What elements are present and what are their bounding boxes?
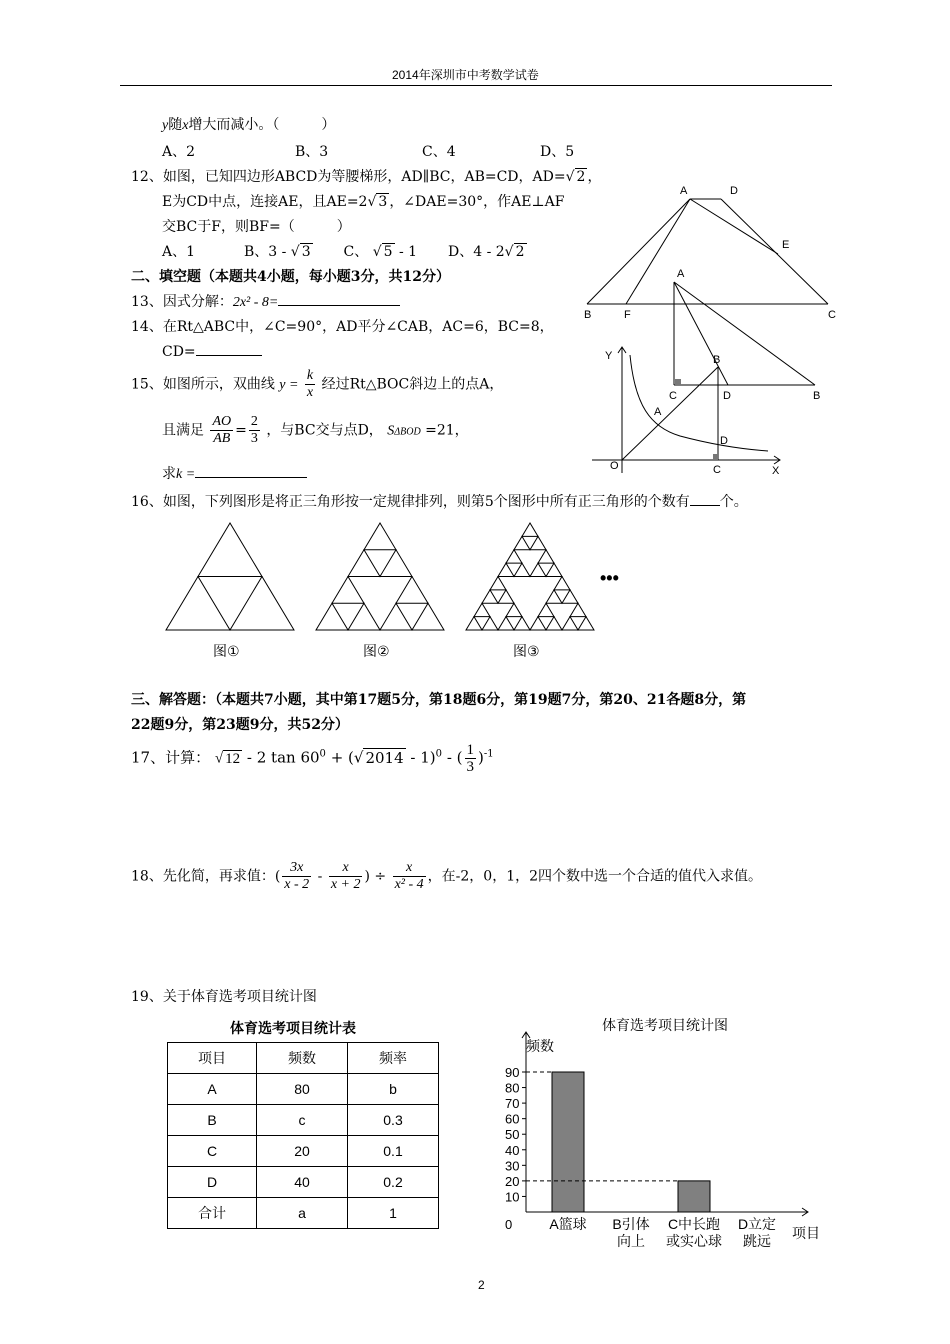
- q15-k-over-x: $\frac{k}{x}$: [306, 368, 314, 400]
- y-tick-label: 40: [505, 1142, 520, 1158]
- q19-stat-table: [167, 1042, 439, 1229]
- fig12-label-f: F: [624, 309, 631, 320]
- q17: 17、计算： √ 12 - 2 $\tan 60^0$ + (√ 2014 - 1)$^0$ - ( $\frac{1}{3}$ )$^{-1}$: [131, 742, 494, 775]
- x-category-label: B引体: [612, 1216, 650, 1232]
- fig12-label-a: A: [680, 185, 688, 197]
- q19-bar-chart: [490, 1010, 835, 1260]
- var-y: y: [162, 118, 169, 133]
- q16-caption-1: 图①: [213, 643, 240, 659]
- fig15-label-a: A: [654, 406, 662, 418]
- q15-ao-over-ab: $\frac{AO}{AB}$: [212, 414, 232, 446]
- q19-label: 19、关于体育选考项目统计图: [131, 989, 317, 1005]
- table-row: B c 0.3: [168, 1105, 439, 1136]
- q15-two-thirds: $\frac{2}{3}$: [250, 414, 258, 446]
- q12-line2: E为CD中点，连接AE，且AE=2√ 3 ，∠DAE=30°，作AE⊥AF: [162, 194, 565, 210]
- x-category-label: 或实心球: [666, 1233, 722, 1249]
- y-tick-label: 50: [505, 1127, 520, 1143]
- y-tick-label: 70: [505, 1096, 520, 1112]
- y-tick-label: 80: [505, 1080, 520, 1096]
- table-header-cell: 项目: [168, 1043, 257, 1074]
- y-tick-label: 30: [505, 1158, 520, 1174]
- q12-option-b: B、3 - √ 3: [243, 244, 311, 260]
- section3-heading-line2: 22题9分，第23题9分，共52分）: [131, 717, 349, 733]
- y-tick-label: 10: [505, 1189, 520, 1205]
- fig15-label-o: O: [610, 460, 619, 472]
- q16-caption-3: 图③: [513, 643, 540, 659]
- fig14-label-d: D: [723, 390, 731, 402]
- q15-line1: 15、如图所示，双曲线 y = $\frac{k}{x}$ 经过Rt△BOC斜边上的点A，: [131, 368, 504, 400]
- bar: [678, 1181, 710, 1212]
- q11-option-d: D、5: [540, 144, 575, 160]
- table-header-cell: 频率: [348, 1043, 439, 1074]
- x-category-label: 向上: [617, 1233, 645, 1249]
- table-row: 合计 a 1: [168, 1198, 439, 1229]
- page-number: 2: [478, 1278, 485, 1292]
- x-category-label: C中长跑: [667, 1216, 721, 1232]
- q16-caption-2: 图②: [363, 643, 390, 659]
- x-category-label: 跳远: [743, 1233, 771, 1249]
- y-tick-label: 90: [505, 1065, 520, 1080]
- chart-origin-label: 0: [505, 1217, 513, 1232]
- x-category-label: A篮球: [549, 1216, 587, 1232]
- chart-y-label: 频数: [526, 1038, 554, 1054]
- q12-option-d: D、4 - 2√ 2: [448, 244, 525, 260]
- q14-answer-blank[interactable]: [196, 341, 262, 356]
- q13-answer-blank[interactable]: [278, 291, 400, 306]
- var-x: x: [182, 118, 189, 133]
- fig15-label-d: D: [720, 435, 728, 447]
- y-tick-label: 60: [505, 1111, 520, 1127]
- table-header-row: [168, 1043, 439, 1074]
- q15-answer-blank[interactable]: [195, 463, 307, 478]
- q11-tail: y随x增大而减小。（ ）: [162, 117, 336, 133]
- q14-line1: 14、在Rt△ABC中，∠C=90°，AD平分∠CAB，AC=6，BC=8，: [131, 319, 554, 335]
- fig12-label-b: B: [584, 309, 592, 320]
- q16-text: 16、如图，下列图形是将正三角形按一定规律排列，则第5个图形中所有正三角形的个数有 个。: [131, 491, 748, 511]
- q16-answer-blank[interactable]: [690, 491, 720, 506]
- x-category-label: D立定: [737, 1216, 777, 1232]
- fig15-label-y: Y: [605, 350, 613, 362]
- section2-heading: 二、填空题（本题共4小题，每小题3分，共12分）: [131, 269, 450, 285]
- q15-line3: 求k =: [162, 463, 307, 483]
- q12-options: [162, 241, 527, 261]
- fig12-label-d: D: [730, 185, 738, 197]
- q12-line1: 12、如图，已知四边形ABCD为等腰梯形，AD∥BC，AB=CD，AD=√ 2 ，: [131, 169, 602, 185]
- page-header-title: 2014年深圳市中考数学试卷: [392, 68, 539, 82]
- q15-line2: 且满足 $\frac{AO}{AB}$ = $\frac{2}{3}$ ，与BC交与点D， SΔBOD =21，: [162, 414, 469, 446]
- table-row: D 40 0.2: [168, 1167, 439, 1198]
- q16-triangle-figures: [160, 518, 640, 668]
- q12-option-a: A、1: [162, 244, 196, 260]
- table-row: A 80 b: [168, 1074, 439, 1105]
- q19-table-title: 体育选考项目统计表: [230, 1020, 356, 1036]
- fig14-label-c: C: [669, 390, 677, 402]
- q16-ellipsis: •••: [600, 568, 619, 588]
- chart-title: 体育选考项目统计图: [602, 1018, 728, 1034]
- q11-option-a: A、2: [162, 144, 196, 160]
- q15-hyperbola-figure: [580, 345, 790, 480]
- fig14-label-b: B: [813, 390, 821, 402]
- q18: 18、先化简，再求值：( $\frac{3x}{x - 2}$ - $\frac{x}{x + 2}$ ) ÷ $\frac{x}{\text{x² - 4}}$ ，在-2，0，1，2四个数中选一个合适的值代入求值。: [131, 860, 763, 892]
- fig12-label-e: E: [782, 239, 790, 251]
- fig15-label-b: B: [713, 354, 721, 366]
- bar: [552, 1072, 584, 1212]
- y-tick-label: 20: [505, 1173, 520, 1189]
- table-header-cell: 频数: [257, 1043, 348, 1074]
- q11-option-b: B、3: [295, 144, 329, 160]
- chart-x-label: 项目: [792, 1225, 820, 1241]
- q12-option-c: C、 √ 5 - 1: [343, 244, 418, 260]
- q11-option-c: C、4: [422, 144, 456, 160]
- fig12-label-c: C: [828, 309, 836, 320]
- q14-line2: CD=: [162, 341, 262, 360]
- section3-heading-line1: 三、解答题：（本题共7小题，其中第17题5分，第18题6分，第19题7分，第20、21各题8分，第: [131, 692, 747, 708]
- fig15-label-c: C: [713, 464, 721, 476]
- q12-line3: 交BC于F，则BF=（ ）: [162, 219, 351, 235]
- fig15-label-x: X: [772, 465, 780, 477]
- table-row: C 20 0.1: [168, 1136, 439, 1167]
- header-rule: [120, 85, 832, 86]
- fig14-label-a: A: [677, 268, 685, 280]
- q13: 13、因式分解：2x² - 8=: [131, 291, 400, 311]
